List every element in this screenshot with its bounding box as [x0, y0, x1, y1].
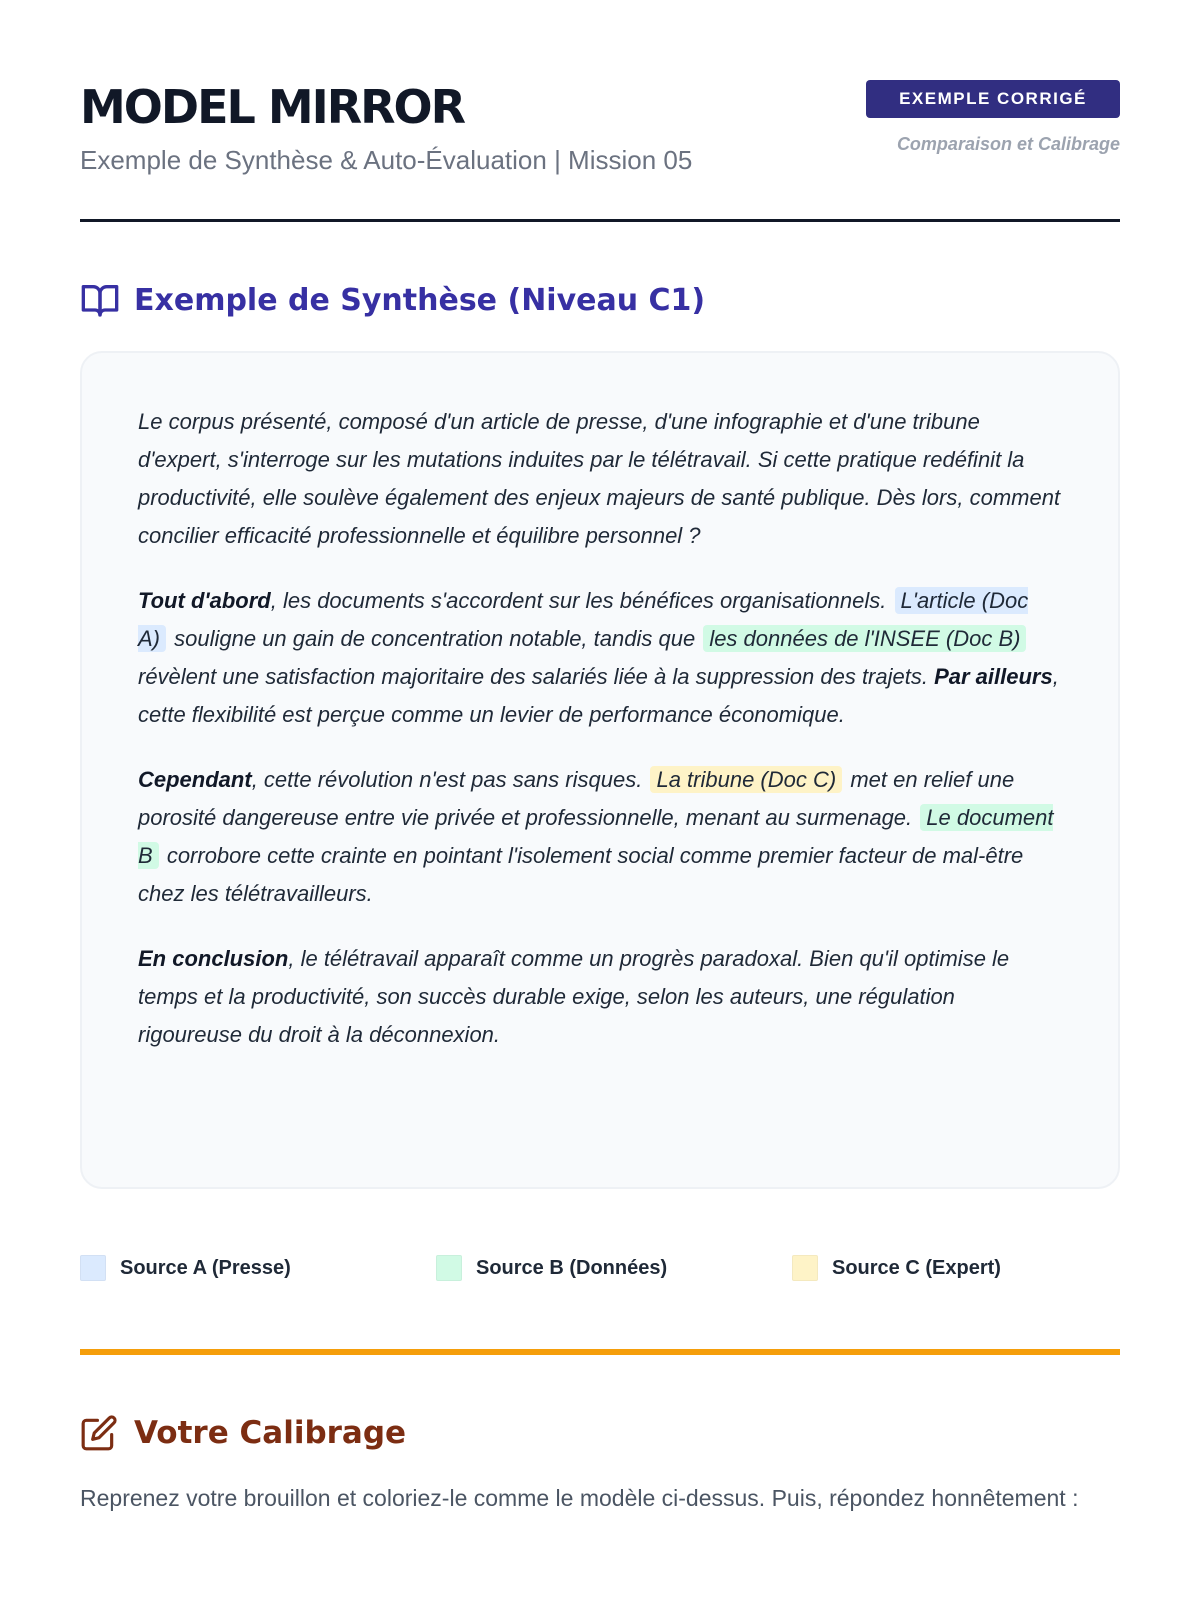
connector-word: Par ailleurs — [934, 664, 1053, 689]
paragraph-benefits — [138, 582, 1062, 734]
paragraph-text: , le télétravail apparaît comme un progrès paradoxal. Bien qu'il optimise le temps et la productivité, son succès durable exige, selon les auteurs, une régulation rigoureuse du droit à la déconnexion. — [138, 946, 1010, 1047]
source-legend — [80, 1253, 1120, 1283]
legend-item-source-c — [792, 1253, 1001, 1283]
paragraph-text: révèlent une satisfaction majoritaire des salariés liée à la suppression des trajets. — [138, 664, 928, 689]
legend-label: Source C (Expert) — [832, 1256, 1001, 1279]
paragraph-text: corrobore cette crainte en pointant l'isolement social comme premier facteur de mal-être chez les télétravailleurs. — [138, 843, 1024, 906]
book-open-icon — [80, 280, 120, 320]
paragraph-text: , cette flexibilité est perçue comme un levier de performance économique. — [138, 664, 1059, 727]
paragraph-text: met en relief une porosité dangereuse entre vie privée et professionnelle, menant au surmenage. — [138, 767, 1015, 830]
badge-caption: Comparaison et Calibrage — [896, 134, 1120, 154]
page-title: MODEL MIRROR — [80, 80, 465, 134]
paragraph-text: , les documents s'accordent sur les bénéfices organisationnels. — [270, 588, 887, 613]
section-divider — [80, 1349, 1120, 1355]
source-c-highlight: La tribune (Doc C) — [650, 766, 842, 793]
calibrage-heading — [80, 1413, 406, 1453]
synthesis-title: Exemple de Synthèse (Niveau C1) — [134, 282, 706, 318]
legend-item-source-b — [436, 1253, 667, 1283]
legend-swatch — [80, 1255, 106, 1281]
page — [80, 0, 1120, 1600]
legend-label: Source B (Données) — [476, 1256, 668, 1279]
connector-word: Tout d'abord — [138, 588, 271, 613]
calibrage-instructions: Reprenez votre brouillon et coloriez-le comme le modèle ci-dessus. Puis, répondez honnêtement : — [80, 1485, 1079, 1511]
intro-paragraph: Le corpus présenté, composé d'un article de presse, d'une infographie et d'une tribune d'expert, s'interroge sur les mutations induites par le télétravail. Si cette pratique redéfinit la productivité, elle soulève également des enjeux majeurs de santé publique. Dès lors, comment concilier efficacité professionnelle et équilibre personnel ? — [138, 409, 1061, 548]
source-a-highlight: L'article (Doc A) — [138, 588, 1029, 651]
source-b-highlight: les données de l'INSEE (Doc B) — [703, 625, 1026, 652]
paragraph-text: souligne un gain de concentration notable, tandis que — [174, 626, 696, 651]
source-b-highlight: Le document B — [138, 805, 1054, 868]
edit-icon — [80, 1414, 118, 1452]
synthesis-heading — [80, 280, 705, 320]
page-subtitle: Exemple de Synthèse & Auto-Évaluation | Mission 05 — [80, 145, 693, 175]
paragraph-conclusion — [138, 940, 1062, 1054]
status-badge: EXEMPLE CORRIGÉ — [866, 80, 1120, 118]
legend-item-source-a — [80, 1253, 291, 1283]
synthesis-card — [80, 351, 1120, 1189]
connector-word: En conclusion — [138, 946, 289, 971]
header — [80, 70, 1120, 222]
legend-label: Source A (Presse) — [120, 1256, 291, 1279]
legend-swatch — [436, 1255, 462, 1281]
legend-swatch — [792, 1255, 818, 1281]
paragraph-risks — [138, 761, 1062, 913]
connector-word: Cependant — [138, 767, 252, 792]
paragraph-text: , cette révolution n'est pas sans risques. — [251, 767, 643, 792]
calibrage-title: Votre Calibrage — [134, 1415, 407, 1451]
